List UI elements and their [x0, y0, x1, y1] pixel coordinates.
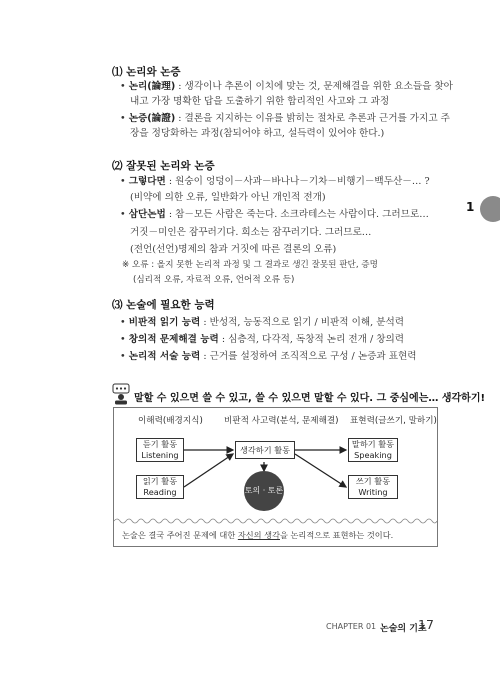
section2-title: ⑵ 잘못된 논리와 논증: [112, 160, 215, 172]
footer-title: 논술의 기초: [380, 624, 427, 634]
page-number: 17: [418, 617, 434, 632]
arrow-think-to-write: [295, 454, 346, 487]
section1-item1-label: 논리(論理): [128, 81, 176, 92]
section2-item1-label: 그렇다면: [128, 176, 166, 187]
section2-item2-line2: 거짓－미인은 잠꾸러기다. 희소는 잠꾸러기다. 그러므로…: [130, 227, 372, 238]
section3-item1-label: 비판적 읽기 능력: [128, 317, 201, 328]
section3-item2-label: 창의적 문제해결 능력: [128, 334, 219, 345]
chapter-tab-number: 1: [466, 200, 475, 214]
box-thinking: 생각하기 활동: [235, 441, 295, 459]
section2-note-line1: ※ 오류 : 올지 못한 논리적 과정 및 그 결과로 생긴 잘못된 판단, 증명: [122, 260, 378, 270]
section1-item2-line2: 장을 정당화하는 과정(참되어야 하고, 설득력이 있어야 한다.): [130, 128, 385, 139]
col-head-expression: 표현력(글쓰기, 말하기): [350, 416, 437, 426]
arrow-read-to-think: [184, 454, 233, 487]
section2-item1-text: : 원숭이 엉덩이－사과－바나나－기차－비행기－백두산－… ?: [165, 176, 430, 187]
caption-post: 을 논리적으로 표현하는 것이다.: [280, 530, 394, 540]
section1-title: ⑴ 논리와 논증: [112, 66, 181, 78]
box-speaking-english: Speaking: [354, 450, 392, 460]
box-reading: [136, 475, 184, 499]
section1-item2-text: : 결론을 지지하는 이유를 밝히는 절차로 추론과 근거를 가지고 주: [175, 113, 450, 124]
diagram-arrows: [114, 408, 437, 518]
section3-item2: • 창의적 문제해결 능력 : 심층적, 다각적, 독창적 논리 전개 / 창의력: [120, 334, 405, 345]
box-listening: [136, 438, 184, 462]
col-head-understanding: 이해력(배경지식): [138, 416, 203, 426]
box-writing: [348, 475, 398, 499]
chapter-tab-circle: [480, 196, 500, 222]
caption-underlined: 자신의 생각: [237, 530, 280, 540]
diagram-caption: [122, 530, 393, 541]
box-speaking-korean: 말하기 활동: [351, 439, 395, 449]
section3-item2-text: : 심층적, 다각적, 독창적 논리 전개 / 창의력: [218, 334, 405, 345]
box-reading-english: Reading: [143, 487, 177, 497]
section3-item1-text: : 반성적, 능동적으로 읽기 / 비판적 이해, 분석력: [200, 317, 405, 328]
caption-pre: 논술은 결국 주어진 문제에 대한: [122, 530, 238, 540]
col-head-critical-thinking: 비판적 사고력(분석, 문제해결): [224, 416, 339, 426]
section2-item1-line2: (비약에 의한 오류, 일반화가 아닌 개인적 전개): [130, 192, 326, 203]
footer-chapter: CHAPTER 01: [326, 622, 377, 631]
box-listening-korean: 듣기 활동: [142, 439, 178, 449]
section3-item1: • 비판적 읽기 능력 : 반성적, 능동적으로 읽기 / 비판적 이해, 분석력: [120, 317, 405, 328]
section3-item3: • 논리적 서술 능력 : 근거를 설정하여 조직적으로 구성 / 논증과 표현력: [120, 351, 417, 362]
section3-item3-text: : 근거를 설정하여 조직적으로 구성 / 논증과 표현력: [200, 351, 417, 362]
box-writing-english: Writing: [358, 487, 388, 497]
box-writing-korean: 쓰기 활동: [355, 476, 391, 486]
section1-item2-label: 논증(論證): [128, 113, 176, 124]
section2-item2-line3: (전언(선언)명제의 참과 거짓에 따른 결론의 오류): [130, 244, 337, 255]
box-speaking: [348, 438, 398, 462]
discuss-label: 토의 · 토론: [244, 486, 284, 495]
wavy-divider: [114, 517, 437, 525]
section1-item2-line1: • 논증(論證) : 결론을 지지하는 이유를 밝히는 절차로 추론과 근거를 가지고 주: [120, 113, 450, 124]
thinking-person-icon: [112, 383, 130, 405]
thinking-diagram: [113, 407, 438, 547]
section2-item2-line1: • 삼단논법 : 참－모든 사람은 죽는다. 소크라테스는 사람이다. 그러므로…: [120, 209, 429, 220]
section1-item1-text: : 생각이나 추론이 이치에 맞는 것, 문제해결을 위한 요소들을 찾아: [175, 81, 453, 92]
section3-item3-label: 논리적 서술 능력: [128, 351, 201, 362]
section1-item1-line2: 내고 가장 명확한 답을 도출하기 위한 합리적인 사고와 그 과정: [130, 96, 390, 107]
think-title: 말할 수 있으면 쓸 수 있고, 쓸 수 있으면 말할 수 있다. 그 중심에는… 생각하기!: [134, 393, 486, 404]
box-listening-english: Listening: [141, 450, 179, 460]
box-reading-korean: 읽기 활동: [142, 476, 178, 486]
section2-item2-label: 삼단논법: [128, 209, 166, 220]
chapter-tab-marker: [458, 196, 500, 222]
section3-title: ⑶ 논술에 필요한 능력: [112, 299, 215, 311]
section2-item1-line1: • 그렇다면 : 원숭이 엉덩이－사과－바나나－기차－비행기－백두산－… ?: [120, 176, 430, 187]
section2-note-line2: (심리적 오류, 자료적 오류, 언어적 오류 등): [133, 275, 295, 285]
section1-item1-line1: • 논리(論理) : 생각이나 추론이 이치에 맞는 것, 문제해결을 위한 요소들을 찾아: [120, 81, 453, 92]
section2-item2-text: : 참－모든 사람은 죽는다. 소크라테스는 사람이다. 그러므로…: [165, 209, 429, 220]
